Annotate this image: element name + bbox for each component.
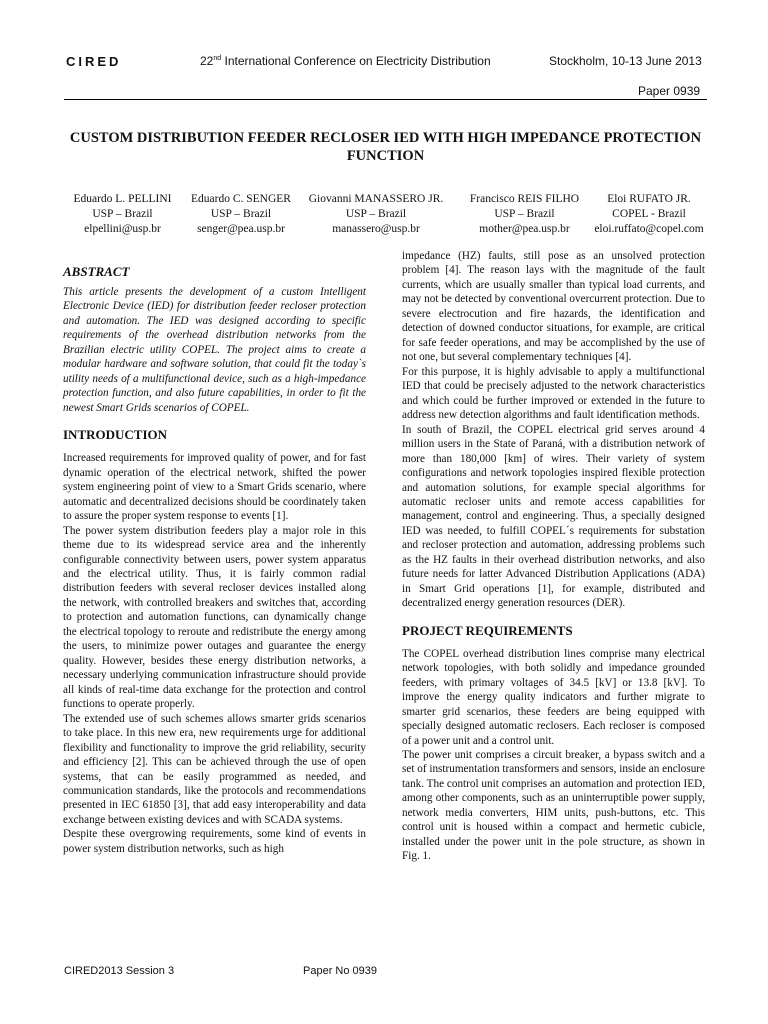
conference-name xyxy=(200,54,491,68)
right-column xyxy=(402,249,705,864)
author-block xyxy=(181,192,301,237)
author-email: mother@pea.usp.br xyxy=(479,223,570,235)
author-block xyxy=(64,192,181,237)
conference-ordinal-suffix: nd xyxy=(213,55,222,62)
author-affiliation: USP – Brazil xyxy=(210,208,272,220)
author-affiliation: USP – Brazil xyxy=(345,208,407,220)
header-rule xyxy=(64,99,707,100)
author-affiliation: COPEL - Brazil xyxy=(612,208,686,220)
paragraph: The COPEL overhead distribution lines comprise many electrical network topologies, with both solidly and impedance grounded feeders, with primary voltages of 34.5 [kV] or 13.8 [kV]. To improve the energy quality indicators and further migrate to smarter grid scenarios, these feeders are being equipped with specially designed automatic reclosers. Each recloser is composed of a power unit and a control unit. xyxy=(402,647,705,747)
author-name: Eloi RUFATO JR. xyxy=(607,193,691,205)
author-email: senger@pea.usp.br xyxy=(197,223,285,235)
introduction-heading: INTRODUCTION xyxy=(63,427,168,443)
paragraph: The extended use of such schemes allows smarter grids scenarios to take place. In this new era, new requirements urge for additional flexibility and functionality to improve the grid reliability, security and efficiency [2]. This can be achieved through the use of open systems, that can be easily programmed as needed, and communication standards, like the protocols and recommendations presented in IEC 61850 [3], that add easy interoperability and data exchange between existing devices and with SCADA systems. xyxy=(63,712,366,826)
author-email: manassero@usp.br xyxy=(332,223,420,235)
abstract-heading: ABSTRACT xyxy=(63,264,130,279)
left-column xyxy=(63,249,366,856)
footer-session: CIRED2013 Session 3 xyxy=(64,965,175,977)
abstract-body: This article presents the development of a custom Intelligent Electronic Device (IED) for distribution feeder recloser protection and automation. The IED was designed according to specific requirements of the overhead distribution networks from the Brazilian electric utility COPEL. The project aims to create a modular hardware and software solution, that could fit the today`s utility needs of a multifunctional device, such as a high-impedance protection function, and also future capabilities, in order to fit the newest Smart Grids scenarios of COPEL. xyxy=(63,286,366,414)
paper-title: CUSTOM DISTRIBUTION FEEDER RECLOSER IED WITH HIGH IMPEDANCE PROTECTION FUNCTION xyxy=(69,130,702,164)
conference-location-date: Stockholm, 10-13 June 2013 xyxy=(549,54,702,68)
author-affiliation: USP – Brazil xyxy=(92,208,153,220)
author-name: Eduardo C. SENGER xyxy=(191,193,291,205)
paragraph: For this purpose, it is highly advisable to apply a multifunctional IED that could be precisely adjusted to the network characteristics and which could be further improved or extended in the future to address new detection algorithms and fault identification methods. xyxy=(402,365,705,422)
author-name: Eduardo L. PELLINI xyxy=(73,193,172,205)
author-email: elpellini@usp.br xyxy=(84,223,161,235)
conference-name-rest: International Conference on Electricity Distribution xyxy=(221,54,491,68)
paragraph: The power system distribution feeders play a major role in this theme due to its widespread service area and the inherently configurable connectivity between users, power system apparatus and the electrical utility. Thus, it is fairly common radial distribution feeders with several recloser devices installed along the network, with controlled breakers and switches that, according to protection and automation functions, can dynamically change the electrical topology to reroute and redistribute the energy among the users, to minimize power outages and guarantee the energy quality. However, besides these energy distribution networks, a necessary underlying communication infrastructure should provide all kinds of real-time data exchange for the protection and control functions to operate properly. xyxy=(63,524,366,711)
project-requirements-heading: PROJECT REQUIREMENTS xyxy=(402,622,573,638)
paragraph: Despite these overgrowing requirements, some kind of events in power system distribution networks, such as high xyxy=(63,828,366,855)
conference-brand: CIRED xyxy=(66,54,122,69)
paragraph: In south of Brazil, the COPEL electrical grid serves around 4 million users in the State of Paraná, with a distribution network of more than 180,000 [km] of wires. Their variety of system configurations and network topologies inspired flexible protection and automation solutions, for example special algorithms for automatic recloser units and remote access capabilities for management, control and engineering. Thus, a specially designed IED was needed, to fulfill COPEL´s requirements for substation and recloser protection and automation, addressing problems such as the HZ faults in their overhead distribution networks, and also future needs for latter Advanced Distribution Applications (ADA) in Smart Grid operations [1], for example, distributed and decentralized energy generation resources (DER). xyxy=(402,423,705,610)
author-email: eloi.ruffato@copel.com xyxy=(594,223,704,235)
footer-paper-number: Paper No 0939 xyxy=(303,965,377,977)
paragraph: Increased requirements for improved quality of power, and for fast dynamic operation of the electrical network, shifted the power system engineering point of view to a Smart Grids scenario, where automatic and decentralized decisions should be coordinately taken to assure the proper system response to events [1]. xyxy=(63,452,366,523)
author-name: Giovanni MANASSERO JR. xyxy=(308,193,444,205)
paragraph: impedance (HZ) faults, still pose as an unsolved protection problem [4]. The reason lays with the magnitude of the fault currents, which are usually smaller than typical load currents, and may not be detected by conventional overcurrent protection. Due to severe electrocution and fire hazards, the identification and detection of downed conductor situations, for example, are critical for safe feeder operations, and may be accomplished by the use of not one, but several complementary techniques [4]. xyxy=(402,250,705,364)
author-block xyxy=(301,192,451,237)
paragraph: The power unit comprises a circuit breaker, a bypass switch and a set of instrumentation transformers and sensors, inside an enclosure tank. The control unit comprises an automation and protection IED, among other components, such as an uninterruptible power supply, network media converters, HIM units, push-buttons, etc. This control unit is housed within a compact and hermetic cubicle, installed under the power unit in the pole structure, as shown in Fig. 1. xyxy=(402,749,705,863)
author-block xyxy=(591,192,707,237)
author-name: Francisco REIS FILHO xyxy=(469,193,580,205)
header-paper-number: Paper 0939 xyxy=(638,84,701,98)
author-block xyxy=(458,192,591,237)
conference-ordinal: 22 xyxy=(200,54,214,68)
author-affiliation: USP – Brazil xyxy=(494,208,555,220)
